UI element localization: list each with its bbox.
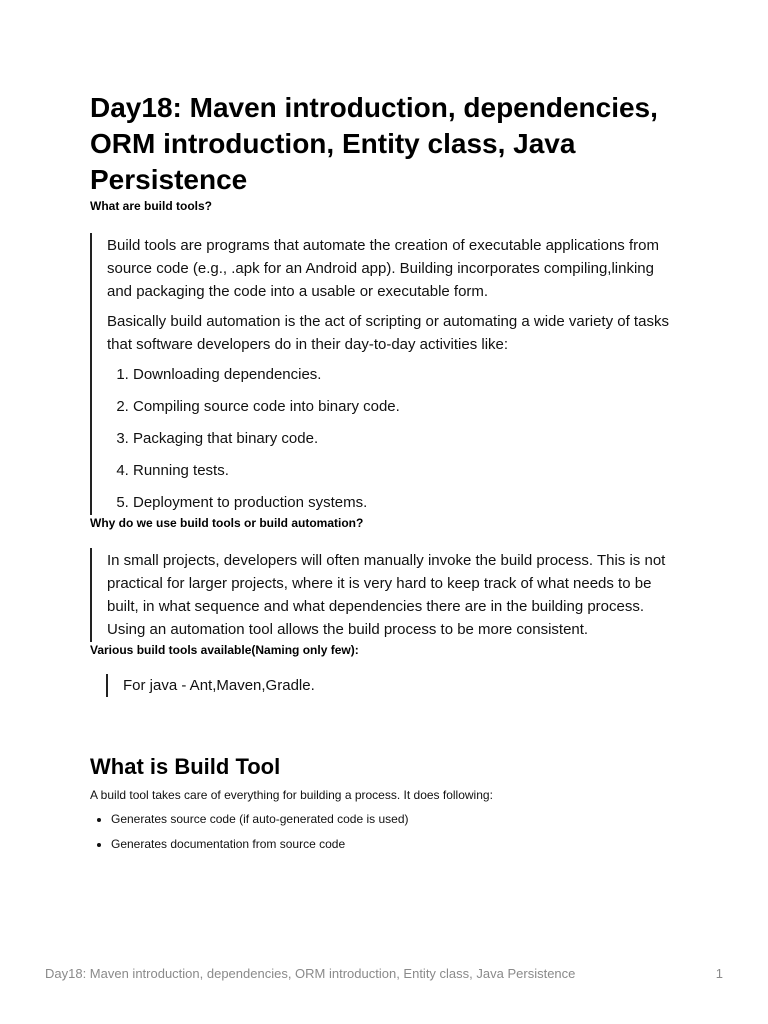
blockquote-build-tools bbox=[90, 233, 680, 515]
list-item: 5. Deployment to production systems. bbox=[133, 491, 680, 514]
paragraph: Build tools are programs that automate the creation of executable applications from source code (e.g., .apk for an Android app). Building incorporates compiling,linking and packaging the code into a usable or executable form. bbox=[107, 237, 659, 300]
section-heading-what-is-build-tool: What is Build Tool bbox=[90, 754, 281, 779]
page-title: Day18: Maven introduction, dependencies, ORM introduction, Entity class, Java Persistence bbox=[90, 92, 658, 195]
footer-title: Day18: Maven introduction, dependencies, ORM introduction, Entity class, Java Persistence bbox=[45, 966, 576, 981]
paragraph: For java - Ant,Maven,Gradle. bbox=[123, 677, 315, 694]
page-number: 1 bbox=[715, 966, 723, 981]
section-heading-various-build-tools: Various build tools available(Naming only few): bbox=[90, 643, 359, 657]
document-page bbox=[90, 90, 680, 861]
blockquote-why-build-tools bbox=[90, 548, 680, 642]
list-item: 2. Compiling source code into binary code. bbox=[133, 395, 680, 418]
bullet-list bbox=[90, 811, 680, 852]
list-item: • Generates source code (if auto-generated code is used) bbox=[111, 811, 680, 827]
paragraph: A build tool takes care of everything for building a process. It does following: bbox=[90, 788, 493, 802]
list-item: • Generates documentation from source code bbox=[111, 836, 680, 852]
section-heading-build-tools: What are build tools? bbox=[90, 199, 212, 213]
page-footer bbox=[45, 965, 723, 983]
list-item: 3. Packaging that binary code. bbox=[133, 427, 680, 450]
paragraph: Basically build automation is the act of scripting or automating a wide variety of tasks that software developers do in their day-to-day activities like: bbox=[107, 313, 669, 353]
list-item: 1. Downloading dependencies. bbox=[133, 363, 680, 386]
blockquote-nested-tools bbox=[106, 674, 680, 697]
paragraph: In small projects, developers will often manually invoke the build process. This is not practical for larger projects, where it is very hard to keep track of what needs to be built, in what sequence and what dependencies there are in the building process. Using an automation tool allows the build process to be more consistent. bbox=[107, 552, 666, 638]
ordered-list bbox=[107, 363, 680, 514]
list-item: 4. Running tests. bbox=[133, 459, 680, 482]
section-heading-why-build-tools: Why do we use build tools or build automation? bbox=[90, 516, 364, 530]
